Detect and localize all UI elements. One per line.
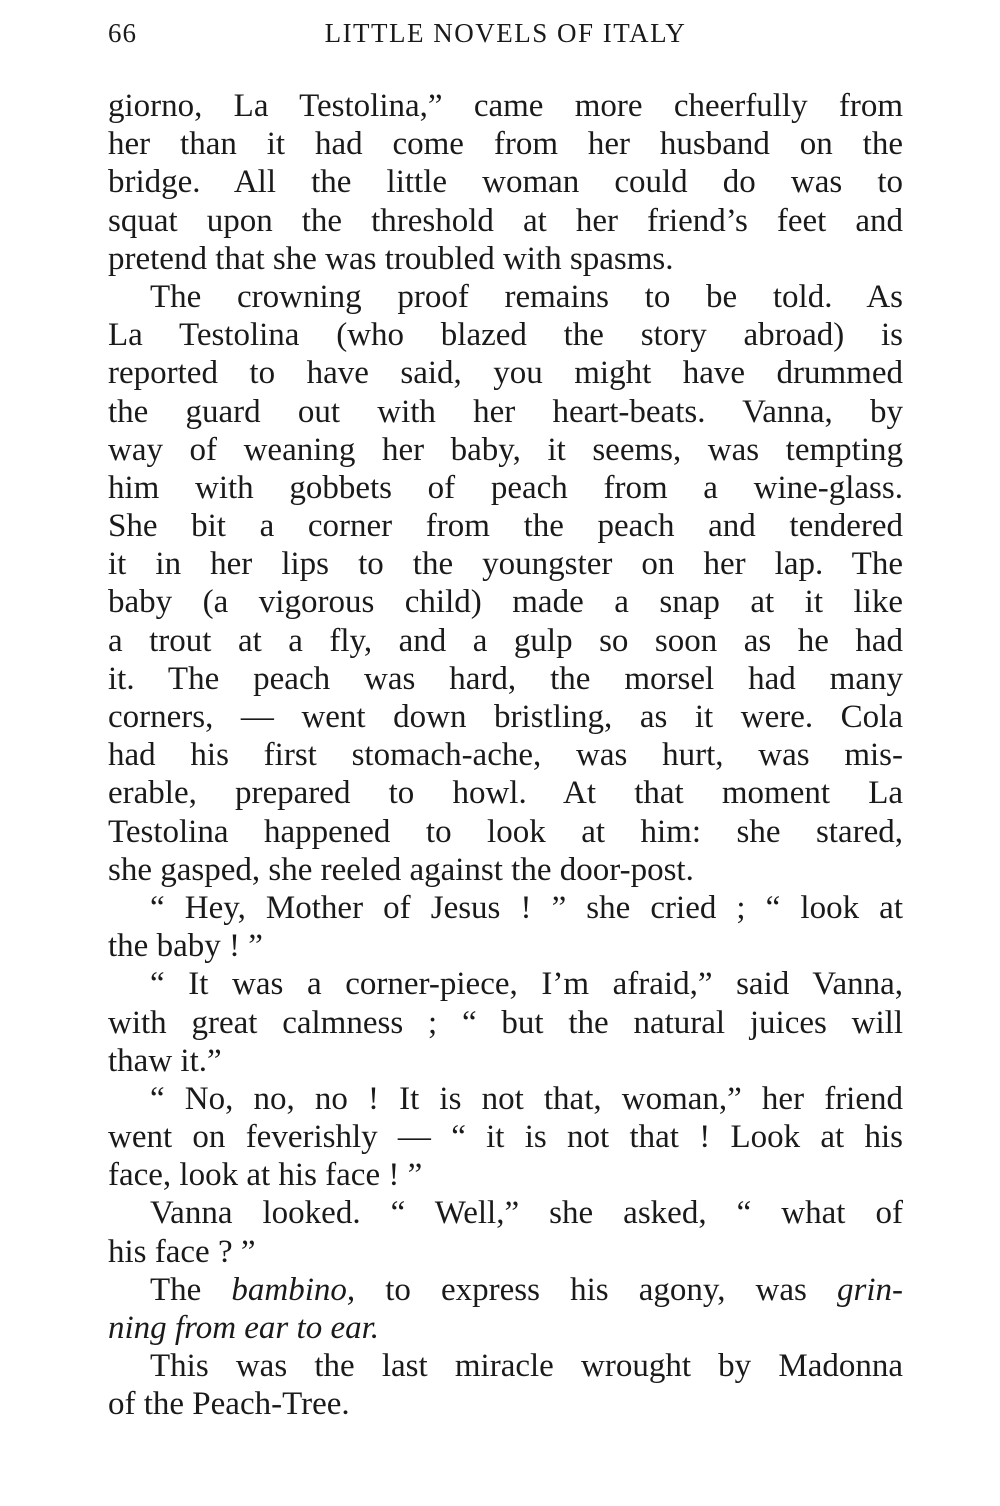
text-line: “ No, no, no ! It is not that, woman,” her friend	[150, 1080, 903, 1117]
text-line: The crowning proof remains to be told. As	[150, 278, 903, 315]
text-line: La Testolina (who blazed the story abroad) is	[108, 317, 903, 354]
text-line: his face ? ”	[108, 1233, 256, 1270]
italic-text: bambino,	[231, 1271, 356, 1308]
text-line: reported to have said, you might have drummed	[108, 355, 903, 392]
text-line: giorno, La Testolina,” came more cheerfully from	[108, 88, 903, 124]
text-line: went on feverishly — “ it is not that ! Look at his	[108, 1119, 903, 1156]
text-line: a trout at a fly, and a gulp so soon as he had	[108, 622, 903, 659]
text-run: The	[150, 1271, 232, 1308]
text-line: Vanna looked. “ Well,” she asked, “ what of	[150, 1195, 903, 1232]
text-line: “ It was a corner-piece, I’m afraid,” said Vanna,	[150, 966, 903, 1003]
text-line: squat upon the threshold at her friend’s feet and	[108, 202, 903, 239]
text-line: thaw it.”	[108, 1042, 222, 1079]
italic-text: ning from ear to ear.	[108, 1310, 380, 1346]
text-line: had his first stomach-ache, was hurt, was mis-	[108, 737, 903, 774]
running-head	[108, 18, 903, 54]
body-text	[108, 87, 903, 1424]
text-line: it. The peach was hard, the morsel had many	[108, 660, 903, 697]
text-line: “ Hey, Mother of Jesus ! ” she cried ; “ look at	[150, 889, 903, 926]
text-line: pretend that she was troubled with spasms.	[108, 240, 674, 277]
italic-text: grin-	[836, 1271, 903, 1308]
text-line: bridge. All the little woman could do was to	[108, 164, 903, 201]
text-line: Testolina happened to look at him: she stared,	[108, 813, 903, 850]
text-line: she gasped, she reeled against the door-post.	[108, 851, 694, 888]
text-line-with-italics	[108, 1309, 903, 1347]
text-line: She bit a corner from the peach and tendered	[108, 508, 903, 545]
text-line: her than it had come from her husband on the	[108, 126, 903, 163]
text-line: baby (a vigorous child) made a snap at it like	[108, 584, 903, 621]
text-line: way of weaning her baby, it seems, was tempting	[108, 431, 903, 468]
text-line: of the Peach-Tree.	[108, 1386, 350, 1423]
page-number: 66	[108, 18, 137, 48]
text-line: him with gobbets of peach from a wine-glass.	[108, 469, 903, 506]
text-line: This was the last miracle wrought by Madonna	[150, 1348, 903, 1385]
text-line: it in her lips to the youngster on her lap. The	[108, 546, 903, 583]
text-line: with great calmness ; “ but the natural juices will	[108, 1004, 903, 1041]
text-line: face, look at his face ! ”	[108, 1157, 423, 1194]
text-line: the baby ! ”	[108, 928, 263, 965]
text-line: corners, — went down bristling, as it were. Cola	[108, 699, 903, 735]
text-line-with-italics	[108, 1271, 903, 1309]
text-line: the guard out with her heart-beats. Vanna, by	[108, 393, 903, 430]
text-run: to express his agony, was	[355, 1271, 837, 1308]
running-title: LITTLE NOVELS OF ITALY	[324, 18, 687, 48]
text-line: erable, prepared to howl. At that moment La	[108, 775, 903, 812]
